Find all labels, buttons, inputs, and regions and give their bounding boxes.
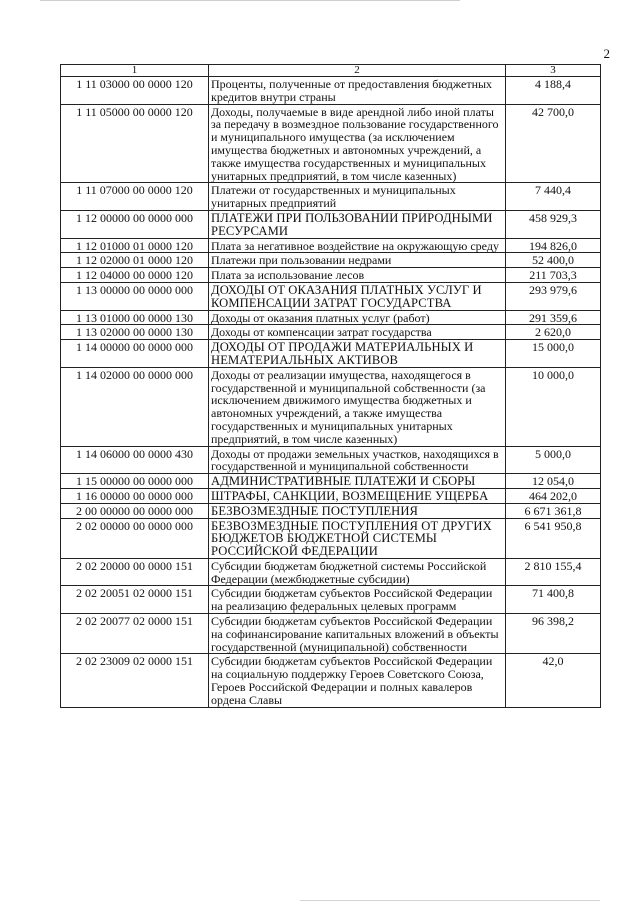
name-cell: Субсидии бюджетам субъектов Российской Федерации на софинансирование капитальных вложений в объекты государственной (муниципальной) собственности [209,614,506,654]
amount-cell: 96 398,2 [506,614,601,654]
code-cell: 2 00 00000 00 0000 000 [61,503,209,518]
table-row [61,238,601,253]
amount-cell: 15 000,0 [506,340,601,368]
table-row [61,77,601,105]
name-cell: ШТРАФЫ, САНКЦИИ, ВОЗМЕЩЕНИЕ УЩЕРБА [209,488,506,503]
amount-cell: 7 440,4 [506,183,601,211]
code-cell: 1 15 00000 00 0000 000 [61,474,209,489]
amount-cell: 42,0 [506,654,601,707]
table-header-row [61,65,601,77]
code-cell: 1 11 07000 00 0000 120 [61,183,209,211]
name-cell: Субсидии бюджетам субъектов Российской Федерации на социальную поддержку Героев Советского Союза, Героев Российской Федерации и полных кавалеров ордена Славы [209,654,506,707]
name-cell: ДОХОДЫ ОТ ПРОДАЖИ МАТЕРИАЛЬНЫХ И НЕМАТЕРИАЛЬНЫХ АКТИВОВ [209,340,506,368]
amount-cell: 464 202,0 [506,488,601,503]
table-row [61,210,601,238]
scan-edge-bottom [300,900,600,902]
name-cell: Плата за негативное воздействие на окружающую среду [209,238,506,253]
amount-cell: 71 400,8 [506,586,601,614]
code-cell: 1 12 01000 01 0000 120 [61,238,209,253]
name-cell: Плата за использование лесов [209,268,506,283]
code-cell: 1 11 03000 00 0000 120 [61,77,209,105]
amount-cell: 4 188,4 [506,77,601,105]
code-cell: 2 02 20000 00 0000 151 [61,558,209,586]
name-cell: Проценты, полученные от предоставления бюджетных кредитов внутри страны [209,77,506,105]
table-row [61,503,601,518]
table-row [61,282,601,310]
code-cell: 1 12 02000 01 0000 120 [61,253,209,268]
amount-cell: 458 929,3 [506,210,601,238]
name-cell: Платежи от государственных и муниципальных унитарных предприятий [209,183,506,211]
table-row [61,446,601,474]
code-cell: 2 02 20077 02 0000 151 [61,614,209,654]
name-cell: Доходы, получаемые в виде арендной либо иной платы за передачу в возмездное пользование государственного и муниципального имущества (за исключением имущества бюджетных и автономных учреждений, а также имущества государственных и муниципальных унитарных предприятий, в том числе казенных) [209,104,506,183]
amount-cell: 6 541 950,8 [506,518,601,558]
amount-cell: 6 671 361,8 [506,503,601,518]
name-cell: Доходы от оказания платных услуг (работ) [209,310,506,325]
table-row [61,558,601,586]
code-cell: 1 12 00000 00 0000 000 [61,210,209,238]
table-row [61,310,601,325]
table-row [61,488,601,503]
column-header-name: 2 [209,65,506,77]
column-header-amount: 3 [506,65,601,77]
amount-cell: 2 620,0 [506,325,601,340]
code-cell: 1 13 02000 00 0000 130 [61,325,209,340]
table-row [61,614,601,654]
table-row [61,518,601,558]
code-cell: 1 16 00000 00 0000 000 [61,488,209,503]
scan-edge-top [40,0,460,2]
name-cell: БЕЗВОЗМЕЗДНЫЕ ПОСТУПЛЕНИЯ [209,503,506,518]
code-cell: 1 14 00000 00 0000 000 [61,340,209,368]
name-cell: АДМИНИСТРАТИВНЫЕ ПЛАТЕЖИ И СБОРЫ [209,474,506,489]
code-cell: 1 11 05000 00 0000 120 [61,104,209,183]
code-cell: 1 12 04000 00 0000 120 [61,268,209,283]
amount-cell: 52 400,0 [506,253,601,268]
code-cell: 2 02 23009 02 0000 151 [61,654,209,707]
amount-cell: 211 703,3 [506,268,601,283]
name-cell: ДОХОДЫ ОТ ОКАЗАНИЯ ПЛАТНЫХ УСЛУГ И КОМПЕНСАЦИИ ЗАТРАТ ГОСУДАРСТВА [209,282,506,310]
amount-cell: 293 979,6 [506,282,601,310]
table-body [61,77,601,708]
amount-cell: 194 826,0 [506,238,601,253]
revenue-table [60,64,601,708]
name-cell: Субсидии бюджетам субъектов Российской Федерации на реализацию федеральных целевых программ [209,586,506,614]
code-cell: 1 14 06000 00 0000 430 [61,446,209,474]
code-cell: 2 02 00000 00 0000 000 [61,518,209,558]
code-cell: 1 14 02000 00 0000 000 [61,367,209,446]
amount-cell: 12 054,0 [506,474,601,489]
table-row [61,268,601,283]
amount-cell: 42 700,0 [506,104,601,183]
amount-cell: 291 359,6 [506,310,601,325]
table-row [61,325,601,340]
page-number: 2 [603,46,610,61]
name-cell: Доходы от продажи земельных участков, находящихся в государственной и муниципальной собственности [209,446,506,474]
table-row [61,104,601,183]
table-row [61,586,601,614]
amount-cell: 5 000,0 [506,446,601,474]
code-cell: 1 13 00000 00 0000 000 [61,282,209,310]
name-cell: Платежи при пользовании недрами [209,253,506,268]
name-cell: ПЛАТЕЖИ ПРИ ПОЛЬЗОВАНИИ ПРИРОДНЫМИ РЕСУРСАМИ [209,210,506,238]
table-row [61,183,601,211]
code-cell: 2 02 20051 02 0000 151 [61,586,209,614]
column-header-code: 1 [61,65,209,77]
table-row [61,367,601,446]
table-row [61,253,601,268]
name-cell: Доходы от реализации имущества, находящегося в государственной и муниципальной собственности (за исключением движимого имущества бюджетных и автономных учреждений, а также имущества государственных и муниципальных унитарных предприятий, в том числе казенных) [209,367,506,446]
table-row [61,654,601,707]
amount-cell: 10 000,0 [506,367,601,446]
name-cell: БЕЗВОЗМЕЗДНЫЕ ПОСТУПЛЕНИЯ ОТ ДРУГИХ БЮДЖЕТОВ БЮДЖЕТНОЙ СИСТЕМЫ РОССИЙСКОЙ ФЕДЕРАЦИИ [209,518,506,558]
amount-cell: 2 810 155,4 [506,558,601,586]
table-row [61,474,601,489]
name-cell: Субсидии бюджетам бюджетной системы Российской Федерации (межбюджетные субсидии) [209,558,506,586]
name-cell: Доходы от компенсации затрат государства [209,325,506,340]
code-cell: 1 13 01000 00 0000 130 [61,310,209,325]
table-row [61,340,601,368]
